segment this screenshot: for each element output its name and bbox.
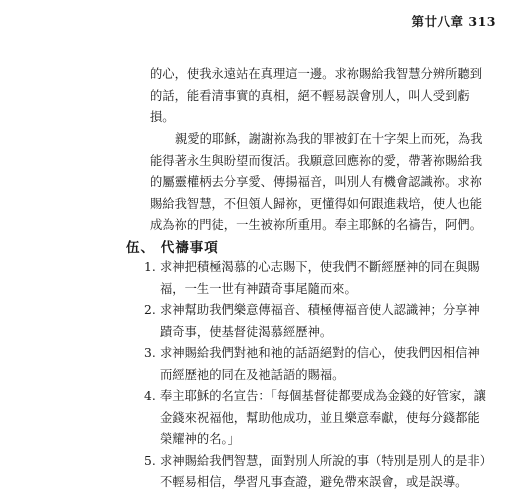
item-number: 5.: [144, 453, 156, 468]
prayer-paragraph: 的心，使我永遠站在真理這一邊。求祢賜給我智慧分辨所聽到的話，能看清事實的真相，絕不輕易誤會別人，叫人受到虧損。: [150, 67, 483, 124]
item-text: 求神幫助我們樂意傳福音、積極傳福音使人認識神；分享神蹟奇事，使基督徒渴慕經歷神。: [160, 303, 480, 339]
item-number: 4.: [144, 389, 156, 403]
prayer-paragraph: 親愛的耶穌，謝謝祢為我的罪被釘在十字架上而死，為我能得著永生與盼望而復活。我願意回應祢的愛，帶著祢賜給我的屬靈權柄去分享愛、傳揚福音，叫別人有機會認識祢。求祢賜給我智慧，不但領人歸祢，更懂得如何跟進栽培，使人也能成為祢的門徒，一生被祢所重用。奉主耶穌的名禱告，阿們。: [150, 132, 483, 232]
list-item: [144, 343, 492, 386]
list-item: [144, 386, 492, 451]
item-number: 1.: [144, 260, 156, 274]
list-item: [144, 257, 492, 300]
item-text: 求神把積極渴慕的心志賜下，使我們不斷經歷神的同在與賜福，一生一世有神蹟奇事尾隨而來。: [160, 260, 480, 296]
running-head: 第廿八章 313: [411, 14, 496, 29]
item-text: 奉主耶穌的名宣告：「每個基督徒都要成為金錢的好管家，讓金錢來祝福他，幫助他成功，並且樂意奉獻，使每分錢都能榮耀神的名。」: [160, 389, 486, 446]
section-heading: 伍、 代禱事項: [126, 240, 219, 256]
prayer-items-list: [144, 257, 492, 494]
item-text: 求神賜給我們智慧，面對別人所說的事（特別是別人的是非）不輕易相信，學習凡事查證，避免帶來誤會，或是誤導。: [160, 453, 486, 489]
item-text: 求神賜給我們對祂和祂的話語絕對的信心，使我們因相信神而經歷祂的同在及祂話語的賜福。: [160, 346, 480, 382]
list-item: [144, 300, 492, 343]
item-number: 3.: [144, 346, 156, 360]
item-number: 2.: [144, 303, 156, 317]
list-item: [144, 451, 492, 494]
